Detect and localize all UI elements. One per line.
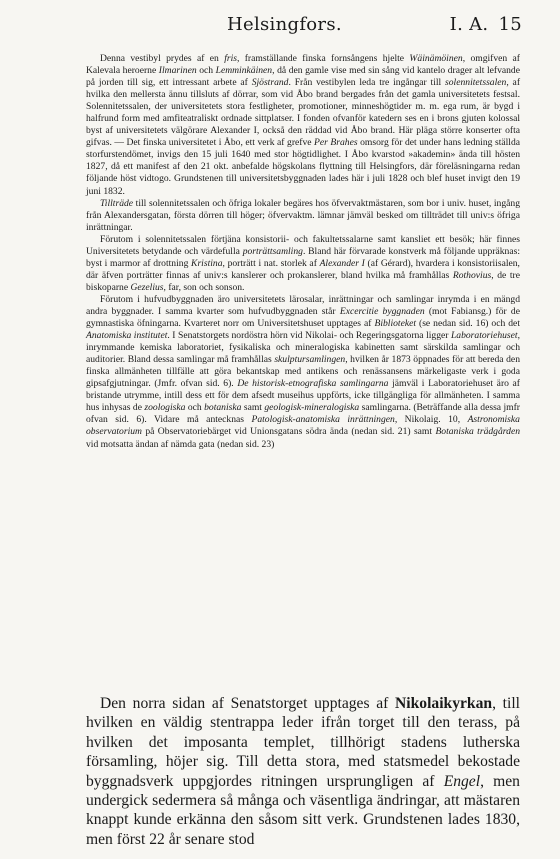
italic-term: Laboratoriehuset (450, 330, 518, 342)
text-run: och (196, 65, 216, 77)
italic-term: Per Brahes (314, 137, 358, 149)
italic-term: Alexander I (319, 257, 365, 269)
italic-term: Gezelius (130, 281, 164, 293)
italic-term: De historisk-etnografiska samlingarna (237, 378, 389, 390)
text-run: samlingarna. (Beträffande alla dessa jmfr ofvan sid. 6). Vidare må antecknas (86, 402, 520, 426)
italic-term: Wäinämöinen (409, 53, 463, 64)
italic-term: geologisk-mineralogiska (264, 402, 360, 414)
text-run: , då den gamle vise med sin sång vid kantelo drager alt lefvande på jorden till sig, ett intressant arbete af (86, 65, 520, 89)
italic-term: Lemminkäinen (215, 65, 273, 77)
italic-term: Engel (443, 772, 481, 790)
bold-term: Nikolaikyrkan (395, 695, 493, 712)
text-run: omsorg för det under hans ledning ställda storfurstendömet, invigs den 15 juli 1640 med stor högtidlighet. I Åbo kvarstod »akademin» ända till hösten 1827, då ett manifest af den 21 okt. anbefalde högskolans flyttning till Helsingfors, där föreläsningarna redan följande höst vidtogo. Grundstenen till universitetsbyggnaden lades här i juli 1828 och blef huset invigt den 19 juni 1832. (86, 137, 521, 197)
italic-term: Tillträde (100, 197, 134, 209)
italic-term: Rothovius (452, 269, 492, 281)
running-title: Helsingfors. (227, 14, 342, 35)
text-run: . Bland här förvarade konstverk må följande uppräknas: byst i marmor af drottning (86, 245, 520, 269)
paragraph-portrait-collection (86, 234, 520, 294)
section-label: I. A. (449, 14, 489, 35)
page-number: 15 (498, 14, 522, 35)
paragraph-access (86, 198, 520, 234)
paragraph-vestibule (86, 53, 520, 198)
text-run: (se nedan sid. 16) och det (416, 318, 520, 330)
small-print-body (86, 53, 520, 451)
text-run: , de tre biskoparne (86, 269, 521, 293)
text-run: , porträtt i nat. storlek af (222, 257, 320, 269)
text-run: på Observatoriebärget vid Unionsgatans södra ända (nedan sid. 21) samt (141, 426, 436, 438)
section-and-page (446, 14, 522, 35)
italic-term: Botaniska trädgården (435, 426, 520, 438)
italic-term: Excercitie byggnaden (339, 305, 425, 317)
text-run: och (185, 402, 205, 414)
text-run: , men undergick sedermera så många och väsentliga ändringar, att mästaren knappt kunde erkänna den såsom sitt verk. Grundstenen lades 1830, men först 22 år senare stod (86, 772, 520, 848)
text-run: (mot Fabiansg.) för de gymnastiska öfningarna. Kvarteret norr om Universitetshuset upptages af (86, 305, 520, 330)
text-run: , framställande finska fornsångens hjelte (237, 53, 410, 64)
italic-term: zoologiska (144, 402, 186, 414)
italic-term: Anatomiska institutet (86, 330, 168, 342)
text-run: samt (241, 402, 265, 414)
large-print-body (86, 694, 520, 849)
text-run: Denna vestibyl prydes af en (100, 53, 225, 64)
text-run: Förutom i solennitetssalen förtjäna konsistorii- och fakultetssalarne samt kansliet ett besök; här finnes Universitetets betydande och värdefulla (86, 233, 520, 257)
italic-term: porträttsamling (242, 245, 303, 257)
text-run: , inrymmande kemiska laboratoriet, fysikaliska och mineralogiska kabinetten samt särskilda samlingar och auditorier. Bland dessa samlingar må framhållas (86, 330, 520, 366)
text-run: , af hvilka den mellersta ännu tillsluts af dörrar, som vid Åbo brand bergades från det gamla universitetets festsal. Solennitetssalen, der universitetets stora festligheter, promotioner, minneshögtider m. m. ega rum, är bygd i halfrund form med amfiteatraliskt ordnade sittplatser. I fonden ofvanför katedern ses en i brons gjuten kolossal byst af universitetets välgörare Alexander I, också den räddad vid Åbo brand. Här pläga större konserter ofta gifvas. — Det finska universitetet i Åbo, ett verk af grefve (86, 77, 521, 149)
text-run: . Från vestibylen leda tre ingångar till (288, 77, 446, 89)
italic-term: Biblioteket (374, 318, 417, 330)
text-run: Den norra sidan af Senatstorget upptages af (100, 695, 396, 712)
text-run: , hvilken år 1873 öppnades för att bereda den finska allmänheten tillfälle att göra bekantskap med antikens och renässansens märkeligaste verk i goda gipsafgjutningar. (Jmfr. ofvan sid. 6). (86, 354, 520, 390)
text-run: , omgifven af Kalevala heroerne (86, 53, 520, 77)
italic-term: fris (224, 53, 237, 64)
italic-term: Astronomiska observatorium (86, 414, 520, 438)
text-run: , Nikolaig. 10, (394, 414, 468, 426)
text-run: vid motsatta ändan af nämda gata (nedan sid. 23) (86, 438, 275, 450)
italic-term: Kristina (191, 257, 223, 269)
paragraph-university-buildings (86, 294, 520, 451)
text-run: , till hvilken en väldig stentrappa leder ifrån torget till den terass, på hvilken det imposanta templet, tillhörigt stadens lutherska församling, höjer sig. Till detta stora, med statsmedel bekostade byggnadsverk uppgjordes ritningen ursprungligen af (86, 695, 520, 790)
paragraph-nikolai-church (86, 694, 520, 849)
italic-term: solennitetssalen (445, 77, 507, 89)
text-run: . I Senatstorgets nordöstra hörn vid Nikolai- och Regeringsgatorna ligger (167, 330, 451, 342)
text-run: till solennitetssalen och öfriga lokaler begäres hos öfvervaktmästaren, som bor i univ. huset, ingång från Alexandersgatan, första dörren till höger; öfvervaktm. lämnar jämväl besked om tillträdet till univ:s öfriga inrättningar. (86, 197, 520, 233)
text-run: , far, son och sonson. (163, 281, 245, 293)
italic-term: botaniska (204, 402, 242, 414)
italic-term: Sjöstrand (251, 77, 289, 89)
text-run: Förutom i hufvudbyggnaden äro universitetets lärosalar, inrättningar och samlingar inrymda i en mängd andra byggnader. I samma kvarter som hufvudbyggnaden står (86, 293, 520, 317)
text-run: (af Gérard), hvardera i konsistoriisalen, där äfven porträtter finnas af univ:s kanslerer och prokanslerer, bland hvilka må framhållas (86, 257, 520, 281)
italic-term: Patologisk-anatomiska inrättningen (251, 414, 395, 426)
page-header (0, 14, 560, 42)
text-run: jämväl i Laboratoriehuset äro af bristande utrymme, intill dess ett för dem afsedt museihus uppförts, icke tillgängliga för allmänheten. I samma hus inhysas de (86, 378, 521, 414)
italic-term: Ilmarinen (158, 65, 197, 77)
italic-term: skulptursamlingen (274, 354, 346, 366)
